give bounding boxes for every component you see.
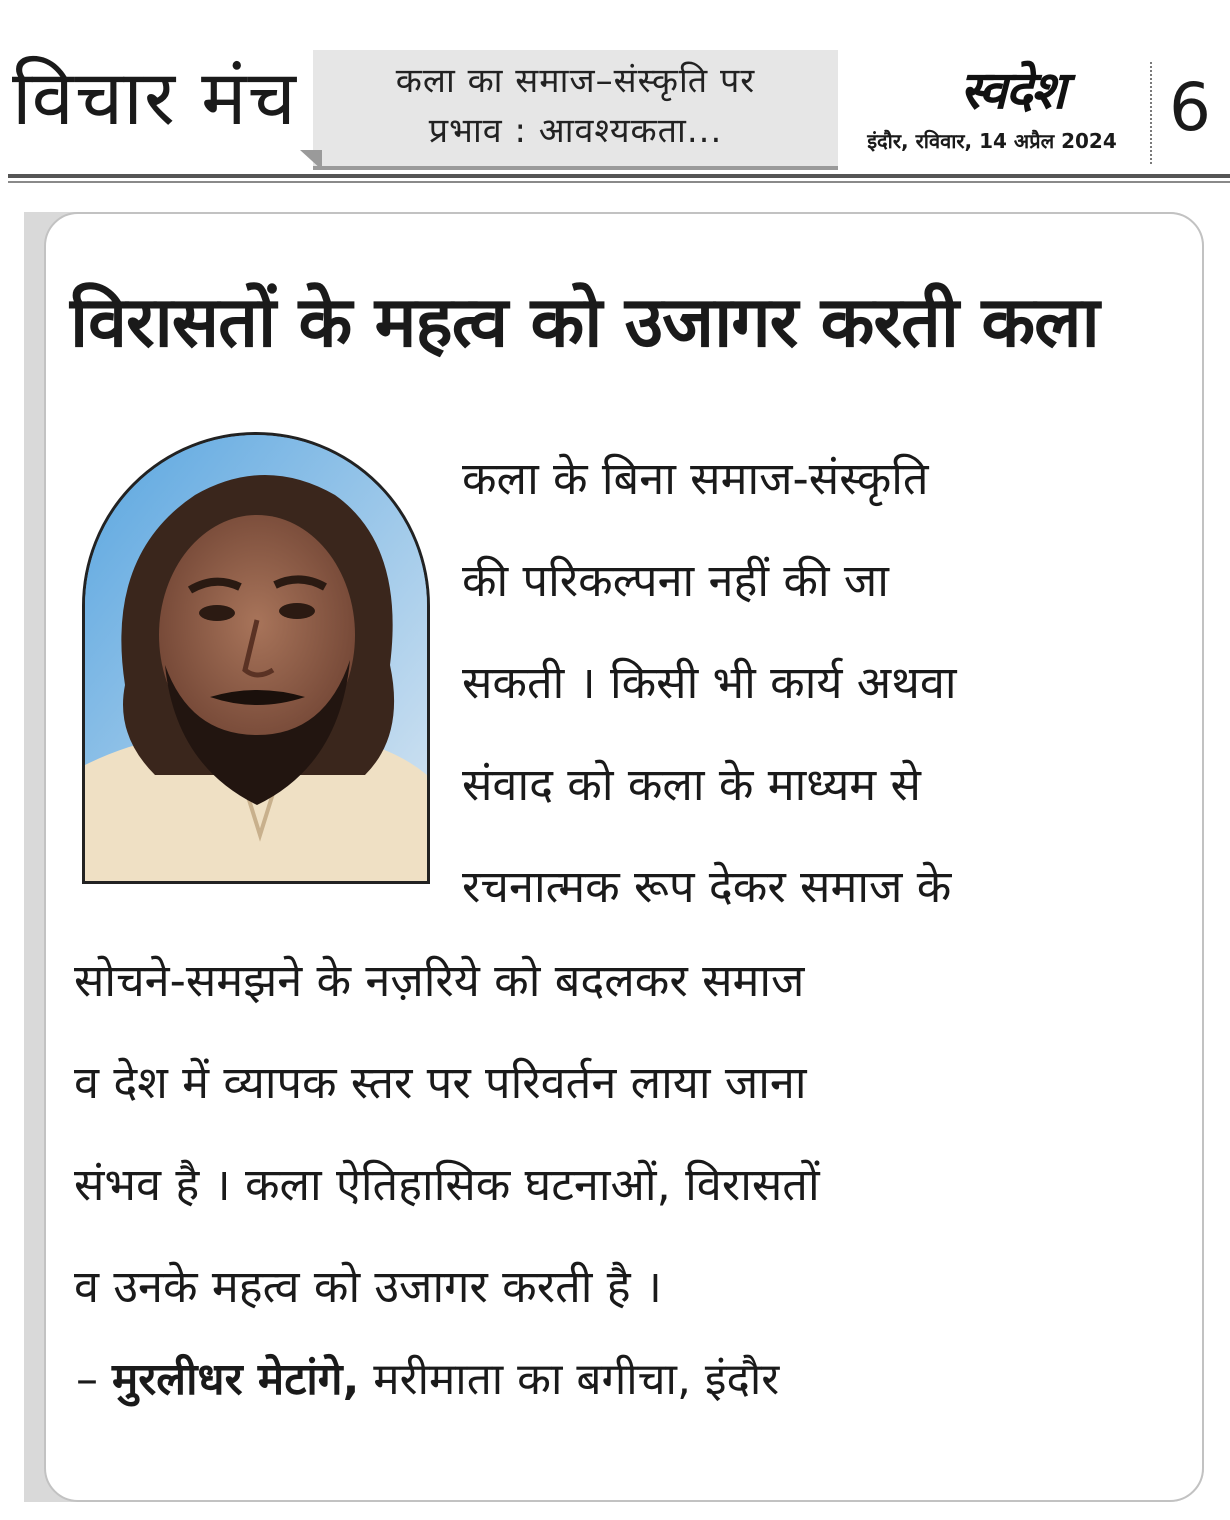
body-line: व देश में व्यापक स्तर पर परिवर्तन लाया जाना: [74, 1056, 807, 1109]
body-line: संवाद को कला के माध्यम से: [462, 758, 921, 811]
body-line: कला के बिना समाज-संस्कृति: [462, 452, 929, 505]
teaser-notch: [300, 150, 322, 170]
header-divider: [1150, 62, 1152, 164]
header-rule-thick: [8, 174, 1230, 178]
author-location: मरीमाता का बगीचा, इंदौर: [373, 1354, 780, 1405]
header-rule-thin: [8, 181, 1230, 183]
body-line: संभव है । कला ऐतिहासिक घटनाओं, विरासतों: [74, 1158, 820, 1211]
dateline: इंदौर, रविवार, 14 अप्रैल 2024: [867, 129, 1117, 153]
body-line: सकती । किसी भी कार्य अथवा: [462, 656, 957, 709]
body-line: सोचने-समझने के नज़रिये को बदलकर समाज: [74, 954, 805, 1007]
newspaper-logo: स्वदेश: [959, 61, 1065, 121]
body-line: रचनात्मक रूप देकर समाज के: [462, 860, 952, 913]
teaser-line-2: प्रभाव : आवश्यकता...: [428, 111, 723, 151]
author-photo-illustration: [85, 435, 427, 881]
body-line: व उनके महत्व को उजागर करती है ।: [74, 1260, 662, 1313]
page-number: 6: [1169, 69, 1211, 146]
byline: [76, 1340, 779, 1420]
masthead: [0, 0, 1230, 190]
article-headline: विरासतों के महत्व को उजागर करती कला: [70, 281, 1099, 363]
teaser-line-1: कला का समाज–संस्कृति पर: [395, 61, 756, 101]
section-name: विचार मंच: [12, 53, 297, 142]
teaser-text: [313, 56, 838, 156]
body-line: की परिकल्पना नहीं की जा: [462, 554, 889, 607]
byline-dash: –: [76, 1354, 98, 1405]
teaser-box[interactable]: [313, 50, 838, 170]
author-photo: [82, 432, 430, 884]
author-name: मुरलीधर मेटांगे,: [112, 1354, 360, 1405]
